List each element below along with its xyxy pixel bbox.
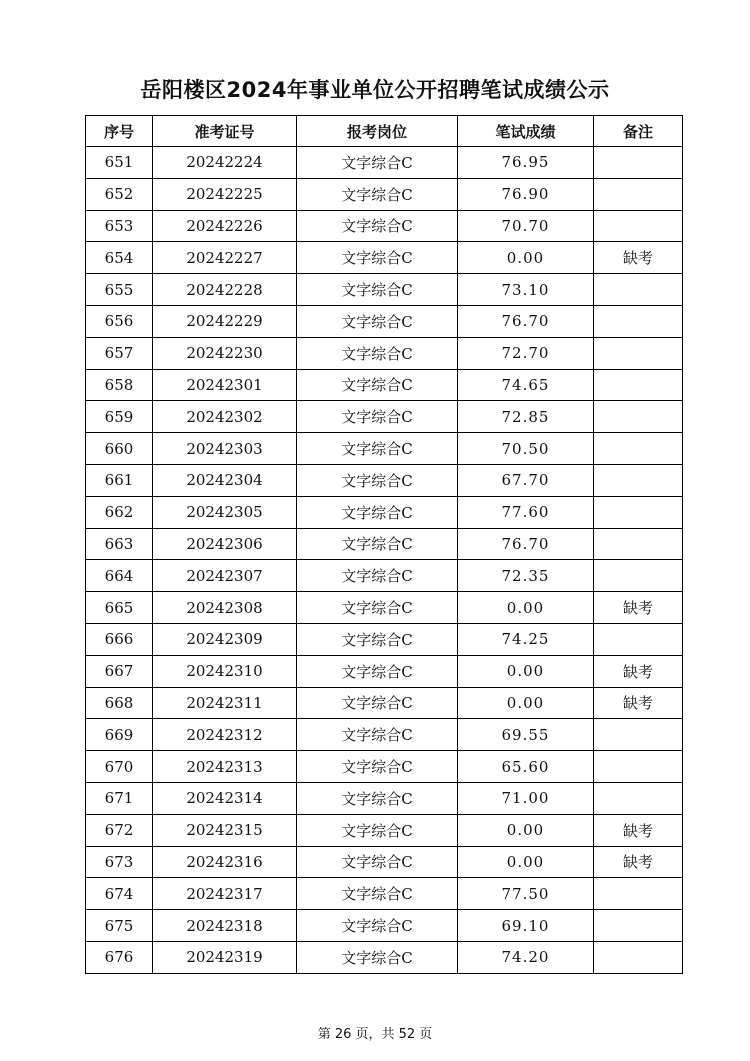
cell-seq: 661 [86,464,153,496]
cell-position: 文字综合C [297,687,458,719]
cell-remark [594,337,683,369]
cell-remark [594,147,683,179]
scores-table [85,115,683,974]
cell-remark [594,496,683,528]
cell-remark [594,210,683,242]
cell-seq: 666 [86,623,153,655]
cell-score: 0.00 [458,687,594,719]
cell-seq: 675 [86,910,153,942]
cell-remark: 缺考 [594,814,683,846]
cell-score: 0.00 [458,242,594,274]
table-row [86,242,683,274]
cell-exam-id: 20242305 [153,496,297,528]
cell-score: 76.70 [458,305,594,337]
cell-position: 文字综合C [297,464,458,496]
table-row [86,147,683,179]
cell-seq: 668 [86,687,153,719]
cell-position: 文字综合C [297,369,458,401]
cell-score: 71.00 [458,782,594,814]
cell-remark [594,433,683,465]
page-title: 岳阳楼区2024年事业单位公开招聘笔试成绩公示 [140,78,610,102]
table-row [86,178,683,210]
table-row [86,687,683,719]
cell-position: 文字综合C [297,751,458,783]
cell-exam-id: 20242307 [153,560,297,592]
cell-remark [594,560,683,592]
cell-position: 文字综合C [297,878,458,910]
cell-position: 文字综合C [297,242,458,274]
cell-seq: 660 [86,433,153,465]
cell-exam-id: 20242302 [153,401,297,433]
cell-exam-id: 20242304 [153,464,297,496]
cell-score: 69.10 [458,910,594,942]
cell-exam-id: 20242312 [153,719,297,751]
table-row [86,274,683,306]
cell-position: 文字综合C [297,147,458,179]
page-footer: 第 26 页，共 52 页 [317,1027,433,1042]
cell-score: 70.50 [458,433,594,465]
cell-score: 69.55 [458,719,594,751]
cell-remark: 缺考 [594,687,683,719]
cell-position: 文字综合C [297,846,458,878]
cell-remark [594,878,683,910]
table-row [86,846,683,878]
cell-exam-id: 20242303 [153,433,297,465]
table-row [86,560,683,592]
table-row [86,623,683,655]
cell-seq: 657 [86,337,153,369]
table-row [86,782,683,814]
header-score: 笔试成绩 [458,116,594,147]
cell-score: 0.00 [458,846,594,878]
cell-exam-id: 20242313 [153,751,297,783]
table-body [86,147,683,974]
table-row [86,464,683,496]
cell-position: 文字综合C [297,782,458,814]
cell-score: 77.60 [458,496,594,528]
cell-seq: 671 [86,782,153,814]
cell-score: 74.20 [458,941,594,973]
cell-score: 70.70 [458,210,594,242]
cell-seq: 664 [86,560,153,592]
cell-position: 文字综合C [297,528,458,560]
cell-exam-id: 20242310 [153,655,297,687]
table-row [86,210,683,242]
cell-score: 76.90 [458,178,594,210]
cell-exam-id: 20242311 [153,687,297,719]
cell-seq: 652 [86,178,153,210]
cell-seq: 665 [86,592,153,624]
cell-exam-id: 20242230 [153,337,297,369]
cell-position: 文字综合C [297,178,458,210]
cell-remark [594,178,683,210]
cell-exam-id: 20242317 [153,878,297,910]
cell-position: 文字综合C [297,305,458,337]
cell-position: 文字综合C [297,560,458,592]
cell-remark [594,464,683,496]
cell-position: 文字综合C [297,941,458,973]
cell-seq: 667 [86,655,153,687]
cell-score: 76.95 [458,147,594,179]
table-row [86,433,683,465]
cell-score: 72.35 [458,560,594,592]
cell-remark [594,719,683,751]
table-row [86,655,683,687]
cell-remark [594,369,683,401]
cell-score: 76.70 [458,528,594,560]
cell-score: 74.65 [458,369,594,401]
cell-score: 72.85 [458,401,594,433]
cell-score: 0.00 [458,814,594,846]
cell-seq: 669 [86,719,153,751]
table-row [86,401,683,433]
table-row [86,496,683,528]
cell-seq: 670 [86,751,153,783]
cell-position: 文字综合C [297,401,458,433]
cell-remark [594,401,683,433]
table-row [86,719,683,751]
cell-score: 72.70 [458,337,594,369]
cell-score: 0.00 [458,592,594,624]
cell-remark: 缺考 [594,592,683,624]
cell-remark [594,910,683,942]
cell-exam-id: 20242315 [153,814,297,846]
cell-exam-id: 20242306 [153,528,297,560]
cell-score: 73.10 [458,274,594,306]
header-position: 报考岗位 [297,116,458,147]
cell-exam-id: 20242224 [153,147,297,179]
table-row [86,369,683,401]
cell-exam-id: 20242314 [153,782,297,814]
cell-position: 文字综合C [297,496,458,528]
cell-remark [594,305,683,337]
cell-position: 文字综合C [297,210,458,242]
cell-exam-id: 20242225 [153,178,297,210]
cell-position: 文字综合C [297,592,458,624]
table-row [86,337,683,369]
cell-remark [594,751,683,783]
table-row [86,941,683,973]
cell-seq: 658 [86,369,153,401]
cell-remark: 缺考 [594,846,683,878]
cell-position: 文字综合C [297,274,458,306]
cell-seq: 676 [86,941,153,973]
cell-position: 文字综合C [297,910,458,942]
header-seq: 序号 [86,116,153,147]
cell-exam-id: 20242226 [153,210,297,242]
cell-remark [594,528,683,560]
cell-score: 77.50 [458,878,594,910]
table-row [86,305,683,337]
cell-position: 文字综合C [297,655,458,687]
cell-seq: 651 [86,147,153,179]
cell-remark [594,274,683,306]
table-row [86,751,683,783]
cell-seq: 662 [86,496,153,528]
cell-exam-id: 20242316 [153,846,297,878]
cell-seq: 663 [86,528,153,560]
cell-exam-id: 20242319 [153,941,297,973]
cell-seq: 674 [86,878,153,910]
cell-remark [594,623,683,655]
cell-seq: 654 [86,242,153,274]
cell-remark: 缺考 [594,242,683,274]
cell-position: 文字综合C [297,814,458,846]
cell-exam-id: 20242228 [153,274,297,306]
cell-score: 67.70 [458,464,594,496]
cell-position: 文字综合C [297,719,458,751]
cell-seq: 656 [86,305,153,337]
cell-score: 0.00 [458,655,594,687]
table-row [86,814,683,846]
cell-exam-id: 20242309 [153,623,297,655]
cell-exam-id: 20242227 [153,242,297,274]
table-row [86,878,683,910]
cell-exam-id: 20242229 [153,305,297,337]
header-remark: 备注 [594,116,683,147]
cell-seq: 672 [86,814,153,846]
cell-remark: 缺考 [594,655,683,687]
cell-score: 65.60 [458,751,594,783]
cell-position: 文字综合C [297,623,458,655]
cell-exam-id: 20242308 [153,592,297,624]
cell-exam-id: 20242301 [153,369,297,401]
table-row [86,592,683,624]
cell-seq: 655 [86,274,153,306]
table-header-row [86,116,683,147]
cell-seq: 653 [86,210,153,242]
cell-position: 文字综合C [297,337,458,369]
cell-position: 文字综合C [297,433,458,465]
header-exam-id: 准考证号 [153,116,297,147]
table-row [86,528,683,560]
cell-seq: 659 [86,401,153,433]
table-row [86,910,683,942]
cell-seq: 673 [86,846,153,878]
cell-remark [594,941,683,973]
cell-exam-id: 20242318 [153,910,297,942]
cell-score: 74.25 [458,623,594,655]
cell-remark [594,782,683,814]
